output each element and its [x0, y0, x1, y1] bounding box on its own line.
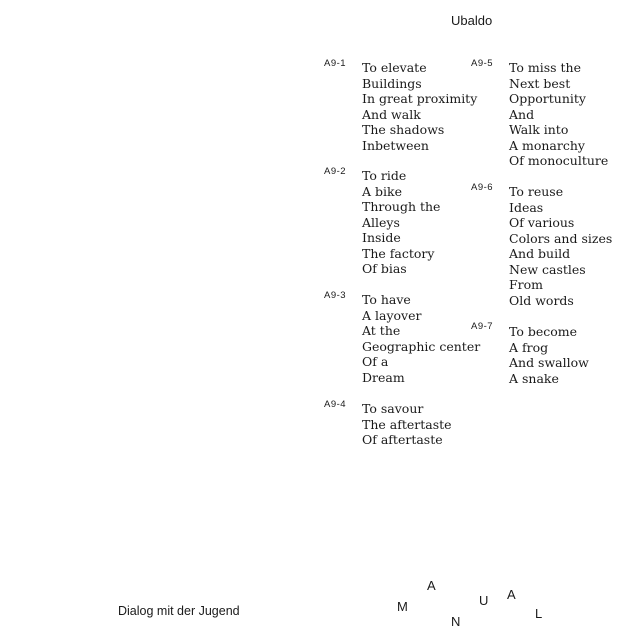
poem-text [509, 60, 608, 169]
poem-line: A layover [362, 307, 422, 323]
poem-line: In great proximity [362, 91, 478, 106]
poem-line: Ideas [509, 199, 544, 215]
poem-line: And [509, 106, 535, 122]
manual-letter: L [535, 606, 543, 621]
poem-line: Of various [509, 215, 575, 230]
poem-line: A frog [509, 339, 549, 355]
poem-line: Old words [509, 292, 574, 308]
poem-code: A9-6 [471, 182, 494, 193]
poem-line: A bike [362, 183, 402, 199]
poem-line: Dream [362, 369, 405, 385]
poem-text [509, 184, 612, 308]
poem-line: New castles [509, 261, 586, 277]
poem-line: To miss the [509, 60, 581, 75]
poem-line: Buildings [362, 75, 422, 91]
manual-letter: M [397, 599, 408, 614]
poem-line: Next best [509, 75, 571, 91]
poem-text [362, 292, 480, 385]
poem-text [362, 168, 440, 277]
manual-letter: A [427, 578, 436, 593]
poem-text [362, 60, 477, 153]
poem-line: To have [362, 292, 411, 307]
poem-code: A9-4 [324, 399, 347, 410]
poem-line: And build [509, 246, 571, 261]
poem-line: Through the [362, 199, 441, 214]
poem-code: A9-2 [324, 166, 347, 177]
poem-text [362, 401, 452, 448]
poem-line: Colors and sizes [509, 230, 613, 246]
poem-line: Of a [362, 354, 389, 369]
author-name: Ubaldo [451, 13, 493, 28]
poem-line: The aftertaste [362, 416, 452, 432]
poem-line: At the [362, 323, 401, 338]
manual-letter: U [479, 593, 489, 608]
manual-letter: N [451, 614, 461, 629]
poem-line: To ride [362, 168, 407, 183]
poem-line: And walk [362, 106, 421, 122]
poem-line: Of bias [362, 261, 407, 276]
poem-line: To reuse [509, 184, 564, 199]
poem-line: A monarchy [509, 137, 585, 153]
poem-code: A9-1 [324, 58, 347, 69]
poem-line: And swallow [509, 355, 589, 370]
poem-line: Walk into [509, 122, 569, 137]
poem-line: To elevate [362, 60, 427, 75]
poem-line: Inbetween [362, 137, 429, 153]
poem-text [509, 324, 589, 386]
poem-line: To become [509, 324, 578, 339]
poem-code: A9-5 [471, 58, 494, 69]
poem-line: Geographic center [362, 338, 481, 354]
poem-line: Alleys [362, 214, 400, 230]
poem-line: The factory [362, 245, 435, 261]
poem-code: A9-3 [324, 290, 347, 301]
footer-title: Dialog mit der Jugend [118, 604, 240, 618]
poem-line: Of aftertaste [362, 432, 443, 447]
poem-code: A9-7 [471, 321, 494, 332]
poem-line: The shadows [362, 122, 445, 137]
poem-line: Of monoculture [509, 153, 609, 168]
poem-line: Inside [362, 230, 401, 245]
poem-line: A snake [509, 370, 559, 386]
poem-line: From [509, 277, 544, 292]
poem-line: To savour [362, 401, 424, 416]
manual-letter: A [507, 587, 516, 602]
poem-line: Opportunity [509, 91, 586, 106]
